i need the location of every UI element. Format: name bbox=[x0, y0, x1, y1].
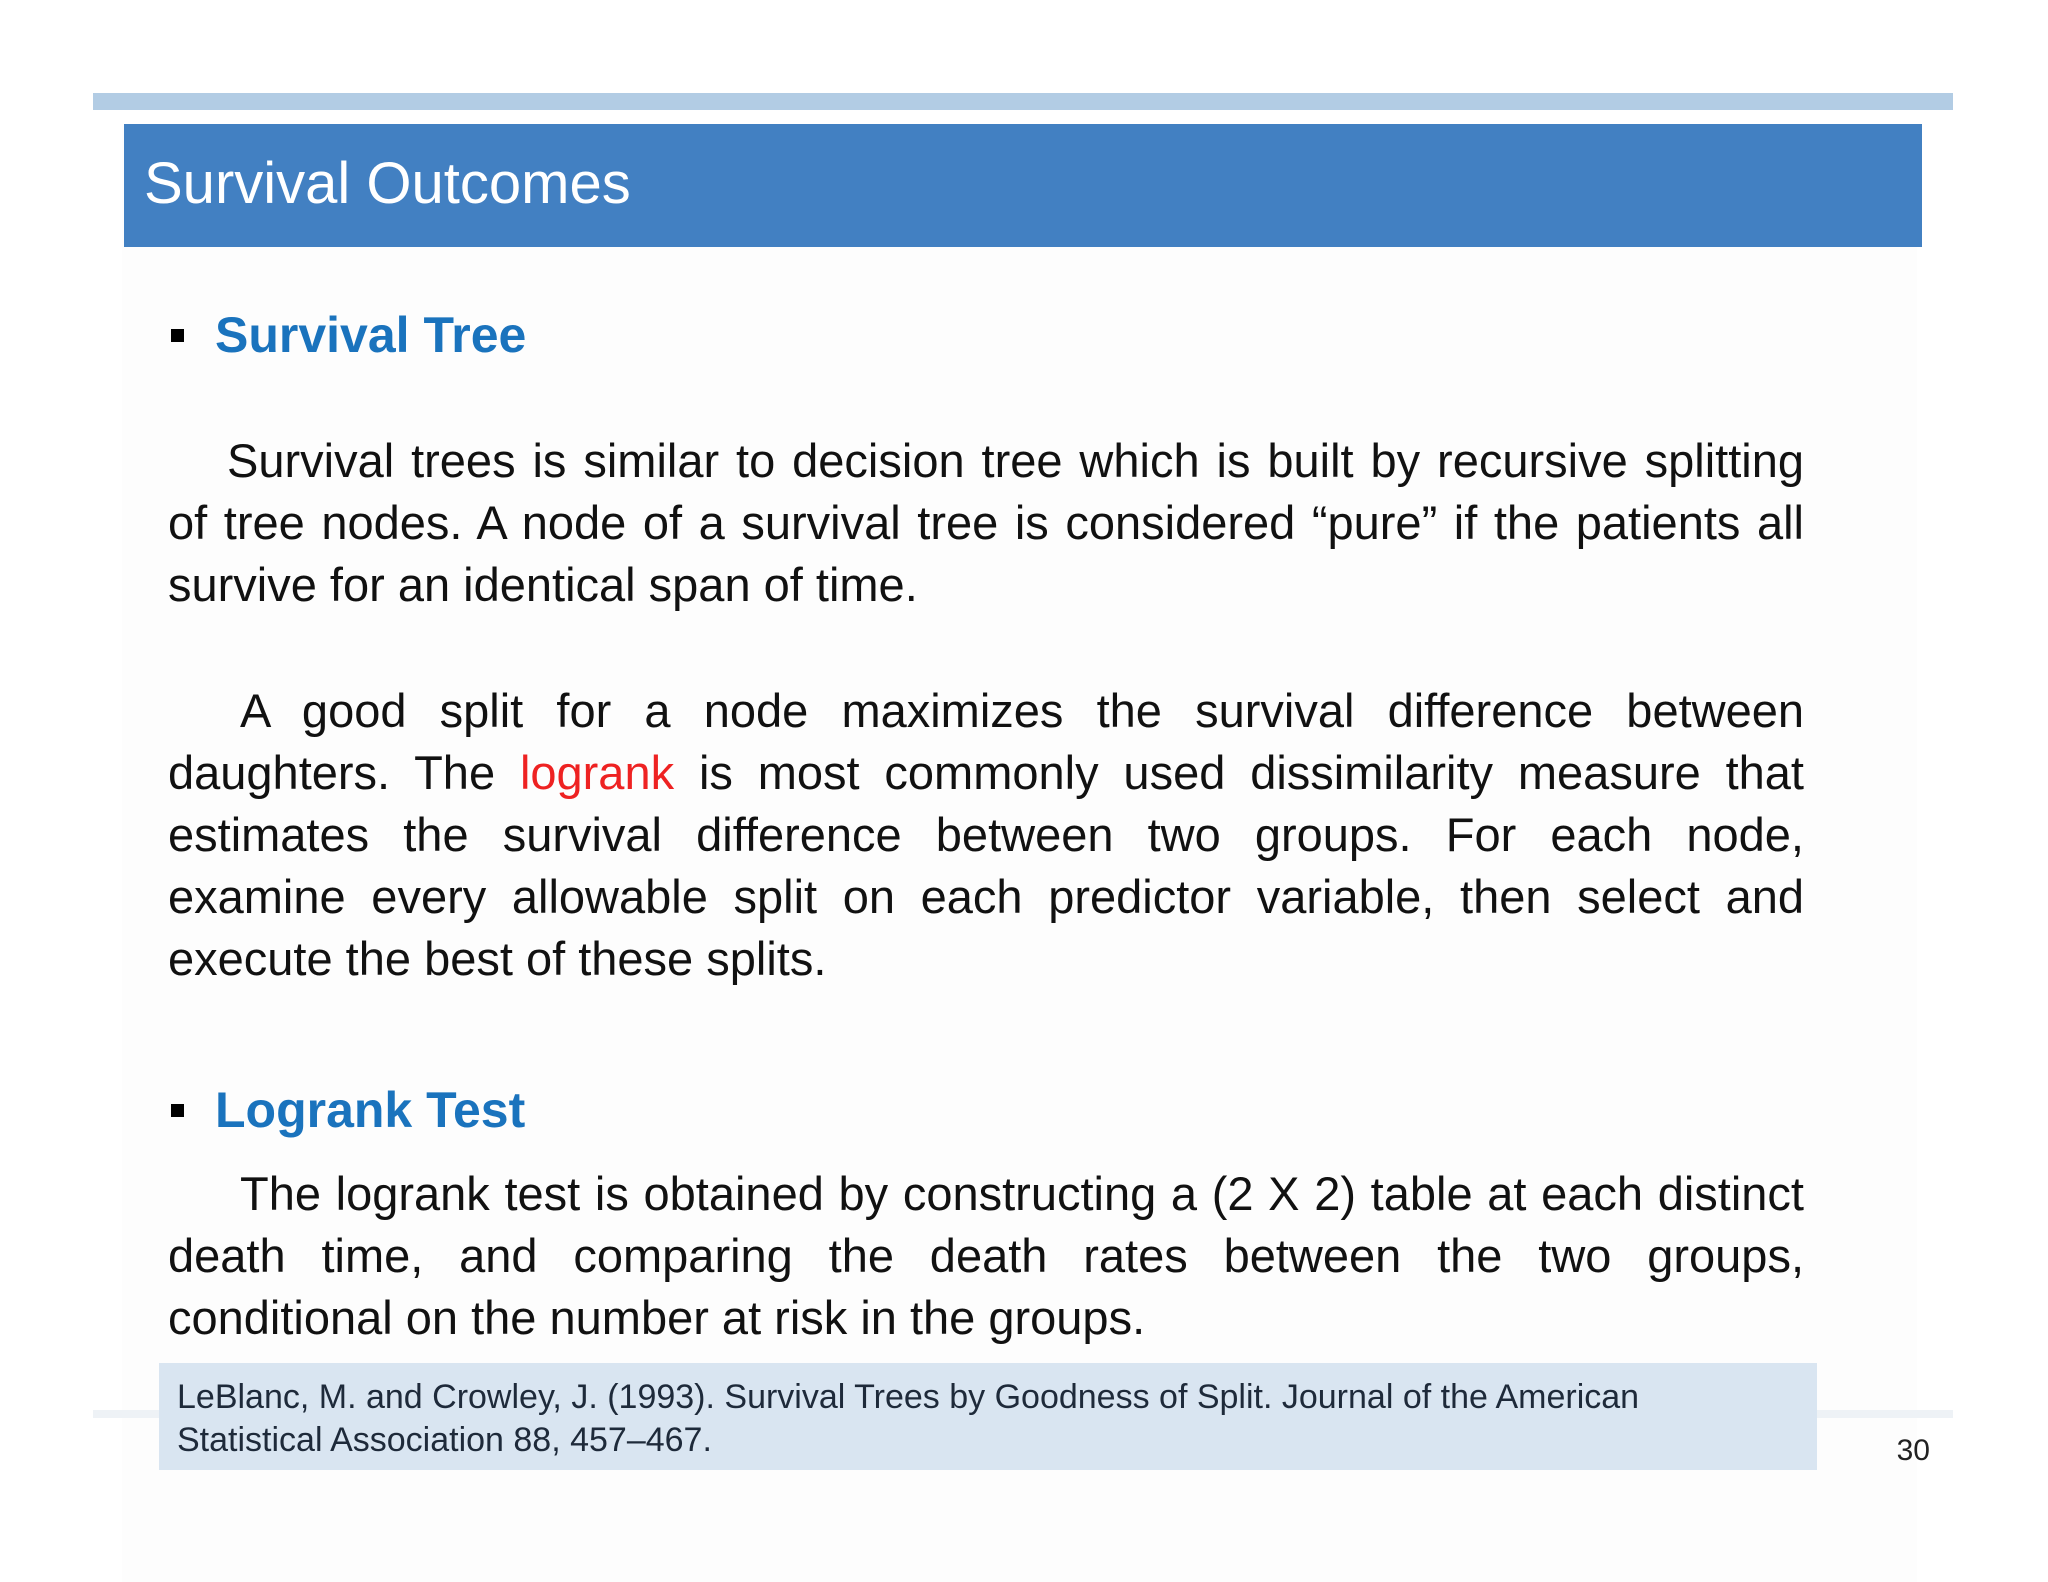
page-number: 30 bbox=[1896, 1434, 1930, 1467]
square-bullet-icon bbox=[171, 329, 184, 342]
paragraph-logrank-test bbox=[168, 1163, 1804, 1349]
paragraph-good-split bbox=[168, 680, 1804, 990]
paragraph-text-after: is most commonly used dissimilarity measure that estimates the survival difference between two groups. For each node, examine every allowable split on each predictor variable, then select and execute the best of these splits. bbox=[168, 746, 1804, 985]
section-heading-text: Survival Tree bbox=[215, 307, 527, 363]
paragraph-text: The logrank test is obtained by constructing a (2 X 2) table at each distinct death time, and comparing the death rates between the two groups, conditional on the number at risk in the groups. bbox=[168, 1167, 1804, 1344]
paragraph-text-before: A good split for a node maximizes the survival difference between daughters. The bbox=[168, 684, 1804, 799]
logrank-highlight: logrank bbox=[519, 746, 675, 799]
paragraph-text: Survival trees is similar to decision tree which is built by recursive splitting of tree nodes. A node of a survival tree is considered “pure” if the patients all survive for an identical span of time. bbox=[168, 434, 1804, 611]
square-bullet-icon bbox=[171, 1104, 184, 1117]
slide-title: Survival Outcomes bbox=[144, 150, 631, 216]
section-heading-text: Logrank Test bbox=[215, 1082, 526, 1138]
section-heading-survival-tree bbox=[171, 305, 526, 365]
reference-line-2: Statistical Association 88, 457–467. bbox=[177, 1421, 712, 1459]
title-bar bbox=[124, 124, 1922, 247]
paragraph-survival-trees bbox=[168, 430, 1804, 616]
top-accent-rule bbox=[93, 93, 1953, 110]
reference-line-1: LeBlanc, M. and Crowley, J. (1993). Survival Trees by Goodness of Split. Journal of the American bbox=[177, 1378, 1640, 1416]
reference-box bbox=[159, 1363, 1817, 1470]
section-heading-logrank-test bbox=[171, 1080, 525, 1140]
